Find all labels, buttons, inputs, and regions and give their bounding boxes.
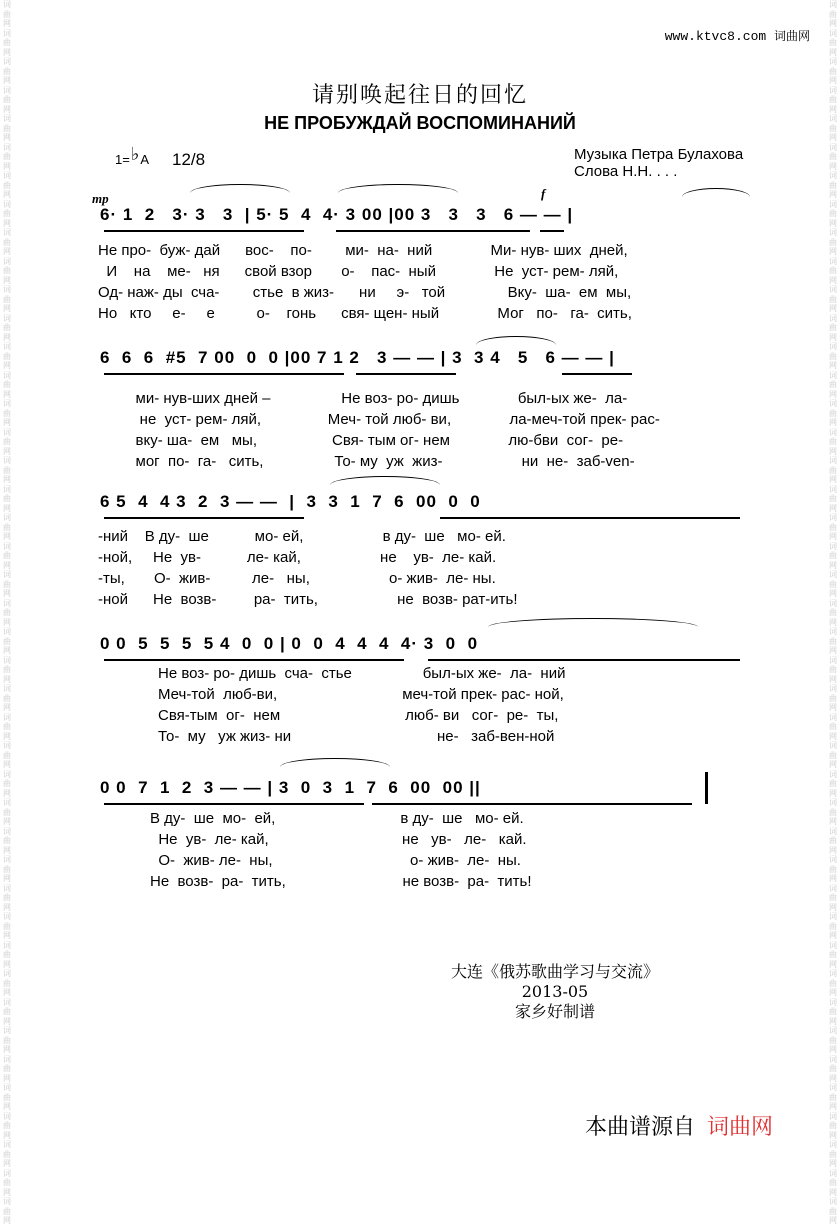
lyric-line: Не про- буж- дай вос- по- ми- на- ний Ми- нув- ших дней, xyxy=(98,242,628,259)
beam-underline xyxy=(104,803,364,805)
title-chinese: 请别唤起往日的回忆 xyxy=(311,83,528,108)
source-brand-link[interactable]: 词曲网 xyxy=(707,1115,774,1140)
site-name: 词曲网 xyxy=(773,29,810,43)
credit-arranger: 家乡好制谱 xyxy=(514,1002,595,1021)
source-line xyxy=(585,1110,773,1141)
lyric-line: Свя-тым ог- нем люб- ви сог- ре- ты, xyxy=(158,707,559,724)
lyric-line: Не ув- ле- кай, не ув- ле- кай. xyxy=(150,831,527,848)
beam-underline xyxy=(562,373,632,375)
tie-mark xyxy=(338,184,458,193)
lyric-line: -ты, О- жив- ле- ны, о- жив- ле- ны. xyxy=(98,570,496,587)
tie-mark xyxy=(280,758,390,767)
tie-mark xyxy=(488,618,698,627)
credit-music: Музыка Петра Булахова xyxy=(574,146,744,163)
watermark-left: 词曲网词曲网词曲网词曲网词曲网词曲网词曲网词曲网词曲网词曲网词曲网词曲网词曲网词曲网词曲网词曲网词曲网词曲网词曲网词曲网词曲网词曲网词曲网词曲网词曲网词曲网词曲网词曲网词曲网词曲网词曲网词曲网词曲网词曲网词曲网词曲网词曲网词曲网词曲网词曲网词曲网词曲网词曲网 xyxy=(3,0,11,1225)
final-barline xyxy=(705,772,708,804)
credit-date: 2013-05 xyxy=(521,982,589,1001)
notes-line: 0 0 5 5 5 5 4 0 0 | 0 0 4 4 4 4· 3 0 0 xyxy=(100,634,479,653)
lyric-line: вку- ша- ем мы, Свя- тым ог- нем лю-бви сог- ре- xyxy=(98,432,624,449)
key-signature xyxy=(115,144,149,169)
source-prefix: 本曲谱源自 xyxy=(585,1115,696,1140)
beam-underline xyxy=(428,659,740,661)
lyric-line: То- му уж жиз- ни не- заб-вен-ной xyxy=(158,728,555,745)
beam-underline xyxy=(104,517,304,519)
notes-line: 6· 1 2 3· 3 3 | 5· 5 4 4· 3 00 |00 3 3 3 6 — — | xyxy=(100,205,574,224)
tie-mark xyxy=(190,184,290,193)
beam-underline xyxy=(540,230,564,232)
beam-underline xyxy=(440,517,740,519)
site-header xyxy=(665,27,810,44)
lyric-line: -ной Не возв- ра- тить, не возв- рат-ить! xyxy=(98,591,518,608)
notes-line: 6 6 6 #5 7 00 0 0 |00 7 1 2 3 — — | 3 3 4 5 6 — — | xyxy=(100,348,615,367)
lyric-line: -ной, Не ув- ле- кай, не ув- ле- кай. xyxy=(98,549,497,566)
lyric-line: ми- нув-ших дней – Не воз- ро- дишь был-ых же- ла- xyxy=(98,390,628,407)
key-prefix: 1= xyxy=(115,152,130,167)
site-url[interactable]: www.ktvc8.com xyxy=(664,29,767,44)
tie-mark xyxy=(330,476,440,485)
lyric-line: Меч-той люб-ви, меч-той прек- рас- ной, xyxy=(158,686,564,703)
lyric-line: Не возв- ра- тить, не возв- ра- тить! xyxy=(150,873,532,890)
tie-mark xyxy=(476,336,556,345)
beam-underline xyxy=(104,373,344,375)
notes-line: 0 0 7 1 2 3 — — | 3 0 3 1 7 6 00 00 || xyxy=(100,778,481,797)
beam-underline xyxy=(104,659,404,661)
credit-publication: 大连《俄苏歌曲学习与交流》 xyxy=(450,962,659,981)
lyric-line: мог по- га- сить, То- му уж жиз- ни не- заб-ven- xyxy=(98,453,635,470)
lyric-line: Не воз- ро- дишь сча- стье был-ых же- ла- ний xyxy=(158,665,566,682)
lyrics-row-4 xyxy=(158,663,565,747)
watermark-right: 词曲网词曲网词曲网词曲网词曲网词曲网词曲网词曲网词曲网词曲网词曲网词曲网词曲网词曲网词曲网词曲网词曲网词曲网词曲网词曲网词曲网词曲网词曲网词曲网词曲网词曲网词曲网词曲网词曲网词曲网词曲网词曲网词曲网词曲网词曲网词曲网词曲网词曲网词曲网词曲网词曲网词曲网词曲网 xyxy=(829,0,837,1225)
dynamic-mp: mp xyxy=(92,191,109,206)
beam-underline xyxy=(104,230,304,232)
beam-underline xyxy=(356,373,456,375)
key-note: A xyxy=(140,152,149,167)
lyric-line: -ний В ду- ше мо- ей, в ду- ше мо- ей. xyxy=(98,528,506,545)
lyric-line: О- жив- ле- ны, о- жив- ле- ны. xyxy=(150,852,521,869)
tie-mark xyxy=(682,188,750,197)
lyrics-row-1 xyxy=(98,240,632,324)
dynamic-f: f xyxy=(541,186,546,201)
lyric-line: В ду- ше мо- ей, в ду- ше мо- ей. xyxy=(150,810,524,827)
title-russian: НЕ ПРОБУЖДАЙ ВОСПОМИНАНИЙ xyxy=(264,113,576,133)
lyric-line: не уст- рем- ляй, Меч- той люб- ви, ла-меч-той прек- рас- xyxy=(98,411,660,428)
time-signature: 12/8 xyxy=(172,150,206,169)
lyric-line: И на ме- ня свой взор о- пас- ный Не уст- рем- ляй, xyxy=(98,263,619,280)
lyrics-row-3 xyxy=(98,526,518,610)
credits xyxy=(574,146,743,180)
lyric-line: Но кто е- е о- гонь свя- щен- ный Мог по- га- сить, xyxy=(98,305,632,322)
arranger-credit xyxy=(420,962,690,1022)
notes-line: 6 5 4 4 3 2 3 — — | 3 3 1 7 6 00 0 0 xyxy=(100,492,481,511)
lyric-line: Од- наж- ды сча- стье в жиз- ни э- той Вку- ша- ем мы, xyxy=(98,284,632,301)
lyrics-row-5 xyxy=(150,808,532,892)
lyrics-row-2 xyxy=(98,388,660,472)
flat-icon: ♭ xyxy=(130,144,140,164)
beam-underline xyxy=(372,803,692,805)
beam-underline xyxy=(336,230,530,232)
credit-words: Слова Н.Н. . . . xyxy=(574,163,678,180)
